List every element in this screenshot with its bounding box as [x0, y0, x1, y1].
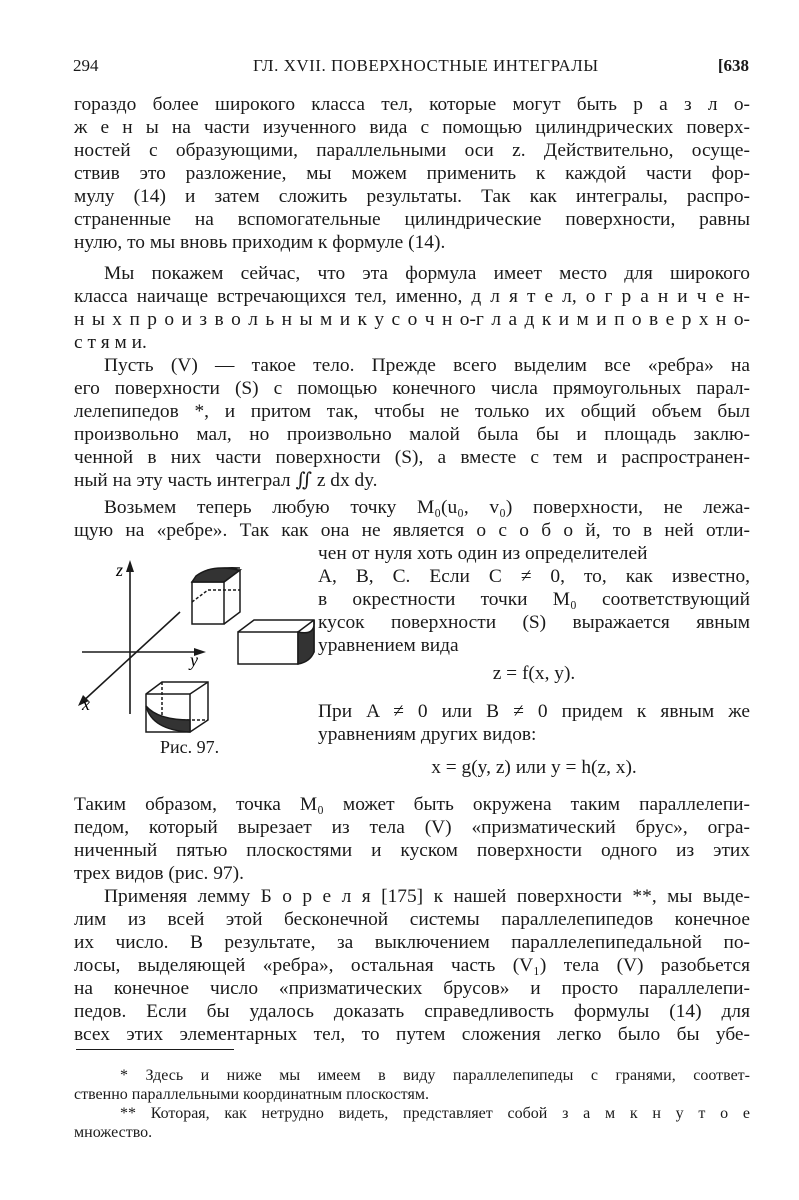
text-line: При A ≠ 0 или B ≠ 0 придем к явным же — [318, 701, 750, 722]
text-line: лелепипедов *, и притом так, чтобы не только их общий объем был — [74, 401, 750, 422]
footnote-divider — [76, 1049, 234, 1050]
text-line: класса наичаще встречающихся тел, именно, д л я т е л, о г р а н и ч е н- — [74, 286, 750, 307]
text-line: A, B, C. Если C ≠ 0, то, как известно, — [318, 566, 750, 587]
text-line: ниченный пятью плоскостями и куском поверхности одного из этих — [74, 840, 750, 861]
text-line: ный на эту часть интеграл ∬ z dx dy. — [74, 470, 378, 491]
text-line: его поверхности (S) с помощью конечного числа прямоугольных парал- — [74, 378, 750, 399]
chapter-title: ГЛ. XVII. ПОВЕРХНОСТНЫЕ ИНТЕГРАЛЫ — [253, 56, 599, 75]
figure-caption: Рис. 97. — [160, 737, 220, 757]
text-line: Мы покажем сейчас, что эта формула имеет место для широкого — [104, 263, 750, 284]
footnote-line: ** Которая, как нетрудно видеть, представляет собой з а м к н у т о е — [120, 1105, 750, 1122]
text-line: всех этих элементарных тел, то путем сложения легко было бы убе- — [74, 1024, 750, 1045]
text-line: в окрестности точки M₀ соответствующий — [318, 589, 750, 610]
text-line: педом, который вырезает из тела (V) «призматический брус», огра- — [74, 817, 750, 838]
text-line: кусок поверхности (S) выражается явным — [318, 612, 750, 633]
text-line: Таким образом, точка M₀ может быть окружена таким параллелепи- — [74, 794, 750, 815]
footnote-line: ственно параллельными координатным плоскостям. — [74, 1086, 429, 1103]
z-label: z — [116, 560, 124, 580]
prism-lower — [146, 682, 208, 732]
text-line: чен от нуля хоть один из определителей — [318, 543, 648, 564]
text-line: мулу (14) и затем сложить результаты. Так как интегралы, распро- — [74, 186, 750, 207]
text-line: уравнениям других видов: — [318, 724, 537, 745]
x-label: x — [82, 694, 90, 714]
page-header — [73, 56, 749, 86]
figure-97 — [72, 554, 317, 734]
footnote-line: множество. — [74, 1124, 153, 1141]
text-line: с т я м и. — [74, 332, 147, 353]
text-line: Возьмем теперь любую точку M₀(u₀, v₀) поверхности, не лежа- — [104, 497, 750, 518]
text-line: лосы, выделяющей «ребра», остальная часть (V₁) тела (V) разобьется — [74, 955, 750, 976]
text-line: педов. Если бы удалось доказать справедливость формулы (14) для — [74, 1001, 750, 1022]
y-label: y — [190, 650, 198, 670]
text-line: ствив это разложение, мы можем применить к каждой части фор- — [74, 163, 750, 184]
z-arrow-icon — [126, 560, 134, 572]
footnote-line: * Здесь и ниже мы имеем в виду параллелепипеды с гранями, соответ- — [120, 1067, 750, 1084]
text-line: Применяя лемму Б о р е л я [175] к нашей поверхности **, мы выде- — [104, 886, 750, 907]
text-line: гораздо более широкого класса тел, которые могут быть р а з л о- — [74, 94, 750, 115]
text-line: Пусть (V) — такое тело. Прежде всего выделим все «ребра» на — [104, 355, 750, 376]
text-line: нулю, то мы вновь приходим к формуле (14). — [74, 232, 446, 253]
prism-right — [238, 620, 314, 664]
text-line: ностей с образующими, параллельными оси z. Действительно, осуще- — [74, 140, 750, 161]
text-line: ченной в них части поверхности (S), а вместе с тем и распространен- — [74, 447, 750, 468]
text-line: на конечное число «призматических брусов» и просто параллелепи- — [74, 978, 750, 999]
page-number: 294 — [73, 56, 99, 75]
text-line: их число. В результате, за выключением параллелепипедальной по- — [74, 932, 750, 953]
text-line: произвольно мал, но произвольно малой была бы и площадь заклю- — [74, 424, 750, 445]
prism-upper — [192, 568, 240, 624]
text-line: трех видов (рис. 97). — [74, 863, 244, 884]
section-number: [638 — [717, 56, 749, 75]
text-line: щую на «ребре». Так как она не является о с о б о й, то в ней отли- — [74, 520, 750, 541]
text-line: н ы х п р о и з в о л ь н ы м и к у с о ч н о-г л а д к и м и п о в е р х н о- — [74, 309, 750, 330]
text-line: ж е н ы на части изученного вида с помощью цилиндрических поверх- — [74, 117, 750, 138]
text-line: лим из всей этой бесконечной системы параллелепипедов конечное — [74, 909, 750, 930]
formula: x = g(y, z) или y = h(z, x). — [431, 757, 637, 778]
formula: z = f(x, y). — [492, 663, 576, 684]
text-line: страненные на вспомогательные цилиндрические поверхности, равны — [74, 209, 750, 230]
text-line: уравнением вида — [318, 635, 459, 656]
